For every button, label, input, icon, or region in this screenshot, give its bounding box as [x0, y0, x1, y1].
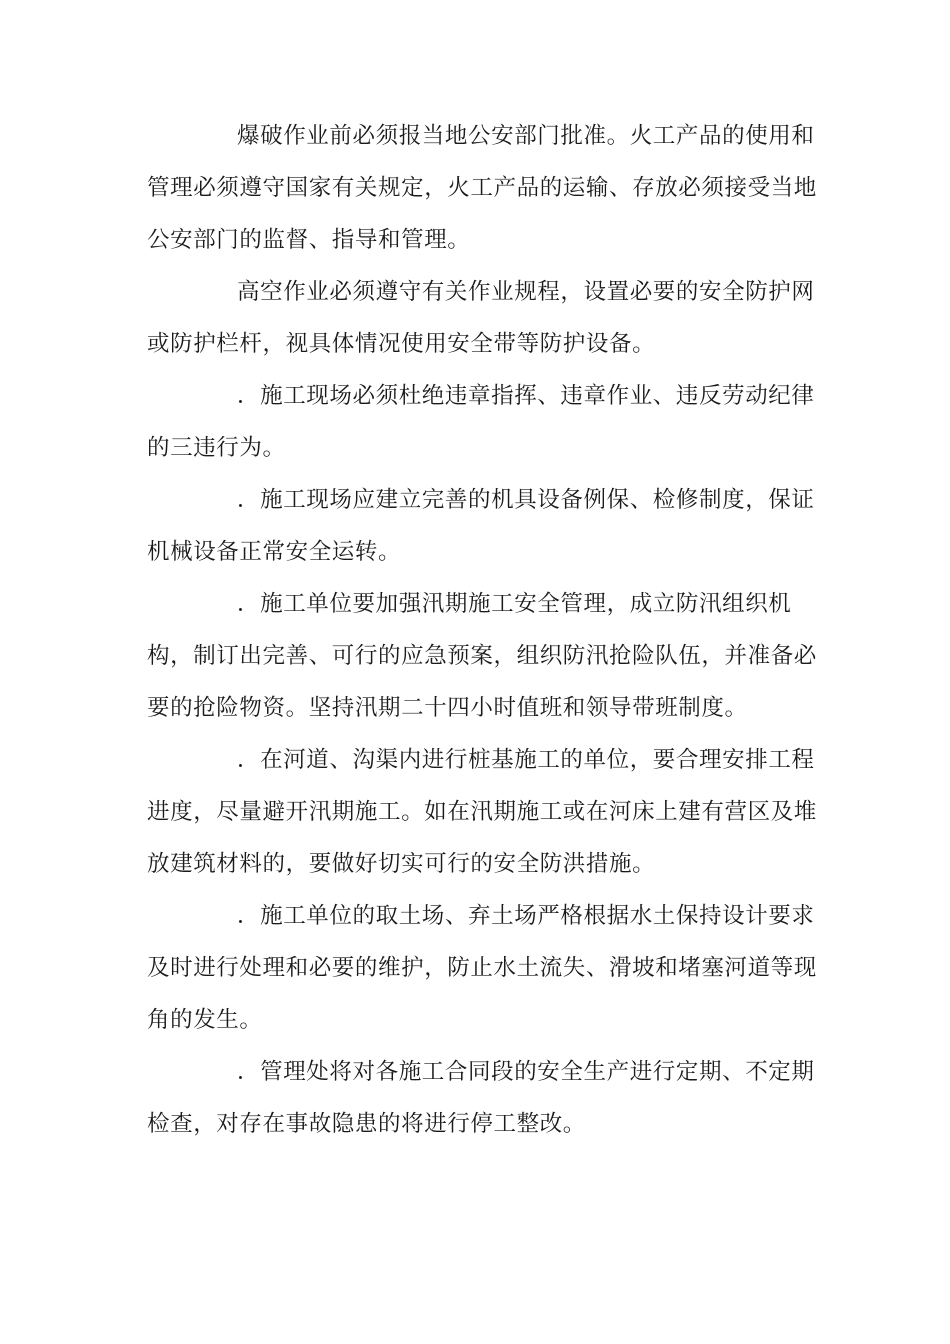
- paragraph-inspection: [147, 1046, 815, 1150]
- document-page: [147, 110, 817, 1150]
- paragraph-line: 的三违行为。: [147, 435, 286, 461]
- paragraph-line: 进度，尽量避开汛期施工。如在汛期施工或在河床上建有营区及堆: [147, 799, 817, 825]
- paragraph-line: 要的抢险物资。坚持汛期二十四小时值班和领导带班制度。: [147, 695, 748, 721]
- paragraph-line: ．在河道、沟渠内进行桩基施工的单位，要合理安排工程: [237, 747, 815, 773]
- paragraph-line: 公安部门的监督、指导和管理。: [147, 227, 471, 253]
- paragraph-line: 角的发生。: [147, 1007, 263, 1033]
- paragraph-line: ．施工现场必须杜绝违章指挥、违章作业、违反劳动纪律: [237, 383, 815, 409]
- paragraph-high-altitude: [147, 266, 815, 370]
- paragraph-line: ．施工单位要加强汛期施工安全管理，成立防汛组织机: [237, 591, 792, 617]
- paragraph-three-violations: [147, 370, 815, 474]
- paragraph-blasting: [147, 110, 817, 266]
- paragraph-line: ．管理处将对各施工合同段的安全生产进行定期、不定期: [237, 1059, 815, 1085]
- paragraph-line: 或防护栏杆，视具体情况使用安全带等防护设备。: [147, 331, 656, 357]
- paragraph-line: 检查，对存在事故隐患的将进行停工整改。: [147, 1111, 586, 1137]
- paragraph-line: ．施工单位的取土场、弃土场严格根据水土保持设计要求: [237, 903, 815, 929]
- paragraph-line: ．施工现场应建立完善的机具设备例保、检修制度，保证: [237, 487, 815, 513]
- paragraph-line: 放建筑材料的，要做好切实可行的安全防洪措施。: [147, 851, 656, 877]
- paragraph-line: 爆破作业前必须报当地公安部门批准。火工产品的使用和: [237, 123, 815, 149]
- paragraph-line: 管理必须遵守国家有关规定，火工产品的运输、存放必须接受当地: [147, 175, 817, 201]
- paragraph-flood-season: [147, 578, 817, 734]
- paragraph-line: 机械设备正常安全运转。: [147, 539, 402, 565]
- paragraph-line: 高空作业必须遵守有关作业规程，设置必要的安全防护网: [237, 279, 815, 305]
- paragraph-line: 及时进行处理和必要的维护，防止水土流失、滑坡和堵塞河道等现: [147, 955, 817, 981]
- paragraph-equipment-maintenance: [147, 474, 815, 578]
- paragraph-soil-sites: [147, 890, 817, 1046]
- paragraph-river-piling: [147, 734, 817, 890]
- paragraph-line: 构，制订出完善、可行的应急预案，组织防汛抢险队伍，并准备必: [147, 643, 817, 669]
